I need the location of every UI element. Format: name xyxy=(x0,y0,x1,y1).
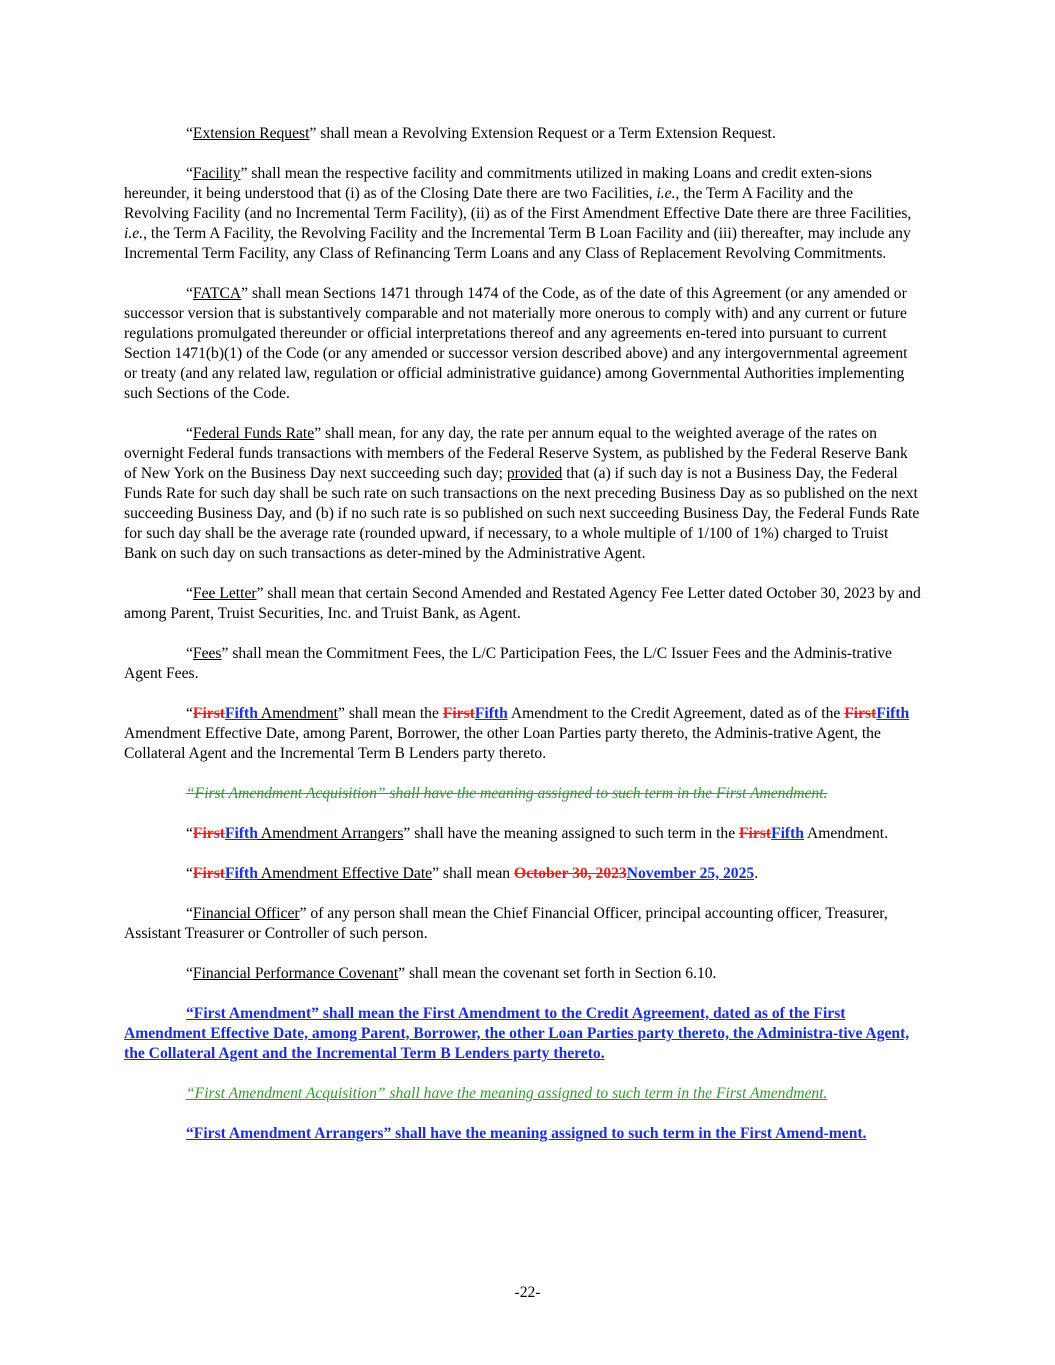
inserted-text: “First Amendment” shall mean the First Amendment to the Credit Agreement, dated as of the First Amendment Effective Date, among Parent, Borrower, the other Loan Parties party thereto, the Administra-tive Agent, the Collateral Agent and the Incremental Term B Lenders party thereto. xyxy=(124,1005,910,1062)
moved-from-text: “First Amendment Acquisition” shall have the meaning assigned to such term in the First Amendment. xyxy=(186,785,828,802)
deleted-date: October 30, 2023 xyxy=(513,865,627,882)
inserted-text: Fifth xyxy=(771,825,804,842)
definition-extension-request: “Extension Request” shall mean a Revolving Extension Request or a Term Extension Request. xyxy=(186,125,776,142)
deleted-text: First xyxy=(192,865,225,882)
definition-fifth-amendment-arrangers: “FirstFifth Amendment Arrangers” shall have the meaning assigned to such term in the FirstFifth Amendment. xyxy=(186,825,889,842)
deleted-text: First xyxy=(739,825,772,842)
definition-first-amendment-arrangers-inserted xyxy=(124,1124,921,1144)
deleted-text: First xyxy=(442,705,475,722)
deleted-text: First xyxy=(192,825,225,842)
deleted-text: First xyxy=(192,705,225,722)
defined-term: Financial Officer xyxy=(192,905,300,922)
inserted-text: Fifth xyxy=(224,825,258,842)
definition-fee-letter: “Fee Letter” shall mean that certain Second Amended and Restated Agency Fee Letter dated October 30, 2023 by and among Parent, Truist Securities, Inc. and Truist Bank, as Agent. xyxy=(124,585,921,622)
definition-fifth-amendment: “FirstFifth Amendment” shall mean the FirstFifth Amendment to the Credit Agreement, dated as of the FirstFifth Amendment Effective Date, among Parent, Borrower, the other Loan Parties party thereto, the Adminis-trative Agent, the Collateral Agent and the Incremental Term B Lenders party thereto. xyxy=(124,705,910,762)
inserted-text: Fifth xyxy=(224,705,258,722)
inserted-text: Fifth xyxy=(876,705,910,722)
definition-first-amendment-acquisition-moved-to xyxy=(124,1084,921,1104)
defined-term: Amendment Arrangers xyxy=(257,825,404,842)
defined-term: Amendment Effective Date xyxy=(257,865,433,882)
page-number: -22- xyxy=(514,1284,541,1301)
definition-financial-officer: “Financial Officer” of any person shall mean the Chief Financial Officer, principal accounting officer, Treasurer, Assistant Treasurer or Controller of such person. xyxy=(124,905,888,942)
deleted-text: First xyxy=(844,705,877,722)
inserted-date: November 25, 2025 xyxy=(626,865,755,882)
inserted-text: Fifth xyxy=(474,705,508,722)
defined-term: Fee Letter xyxy=(192,585,257,602)
defined-term: Facility xyxy=(192,165,241,182)
defined-term: Federal Funds Rate xyxy=(192,425,315,442)
document-page xyxy=(124,124,921,1164)
moved-to-text: “First Amendment Acquisition” shall have the meaning assigned to such term in the First Amendment. xyxy=(186,1085,828,1102)
inserted-text: “First Amendment Arrangers” shall have the meaning assigned to such term in the First Amend-ment. xyxy=(186,1125,867,1142)
definition-federal-funds-rate: “Federal Funds Rate” shall mean, for any day, the rate per annum equal to the weighted average of the rates on overnight Federal funds transactions with members of the Federal Reserve System, as published by the Federal Reserve Bank of New York on the Business Day next succeeding such day; provided that (a) if such day is not a Business Day, the Federal Funds Rate for such day shall be such rate on such transactions on the next preceding Business Day as so published on the next succeeding Business Day, and (b) if no such rate is so published on such next succeeding Business Day, the Federal Funds Rate for such day shall be the average rate (rounded upward, if necessary, to a whole multiple of 1/100 of 1%) charged to Truist Bank on such day on such transactions as deter-mined by the Administrative Agent. xyxy=(124,425,920,562)
defined-term: Financial Performance Covenant xyxy=(192,965,399,982)
definition-first-amendment-inserted xyxy=(124,1004,921,1064)
definition-financial-performance-covenant: “Financial Performance Covenant” shall mean the covenant set forth in Section 6.10. xyxy=(186,965,717,982)
defined-term: Extension Request xyxy=(192,125,310,142)
definition-fifth-amendment-effective-date: “FirstFifth Amendment Effective Date” shall mean October 30, 2023November 25, 2025. xyxy=(186,865,759,882)
inserted-text: Fifth xyxy=(224,865,258,882)
definition-fatca: “FATCA” shall mean Sections 1471 through 1474 of the Code, as of the date of this Agreement (or any amended or successor version that is substantively comparable and not materially more onerous to comply with) and any current or future regulations promulgated thereunder or official interpretations thereof and any agreements en-tered into pursuant to current Section 1471(b)(1) of the Code (or any amended or successor version described above) and any intergovernmental agreement or treaty (and any related law, regulation or official administrative guidance) among Governmental Authorities implementing such Sections of the Code. xyxy=(124,285,908,402)
defined-term: FATCA xyxy=(192,285,242,302)
defined-term: Amendment xyxy=(257,705,339,722)
definition-fees: “Fees” shall mean the Commitment Fees, the L/C Participation Fees, the L/C Issuer Fees and the Adminis-trative Agent Fees. xyxy=(124,645,892,682)
definition-first-amendment-acquisition-moved-from xyxy=(124,784,921,804)
definition-facility: “Facility” shall mean the respective facility and commitments utilized in making Loans and credit exten-sions hereunder, it being understood that (i) as of the Closing Date there are two Facilities, i.e., the Term A Facility and the Revolving Facility (and no Incremental Term Facility), (ii) as of the First Amendment Effective Date there are three Facilities, i.e., the Term A Facility, the Revolving Facility and the Incremental Term B Loan Facility and (iii) thereafter, may include any Incremental Term Facility, any Class of Refinancing Term Loans and any Class of Replacement Revolving Commitments. xyxy=(124,165,912,262)
defined-term: Fees xyxy=(192,645,222,662)
